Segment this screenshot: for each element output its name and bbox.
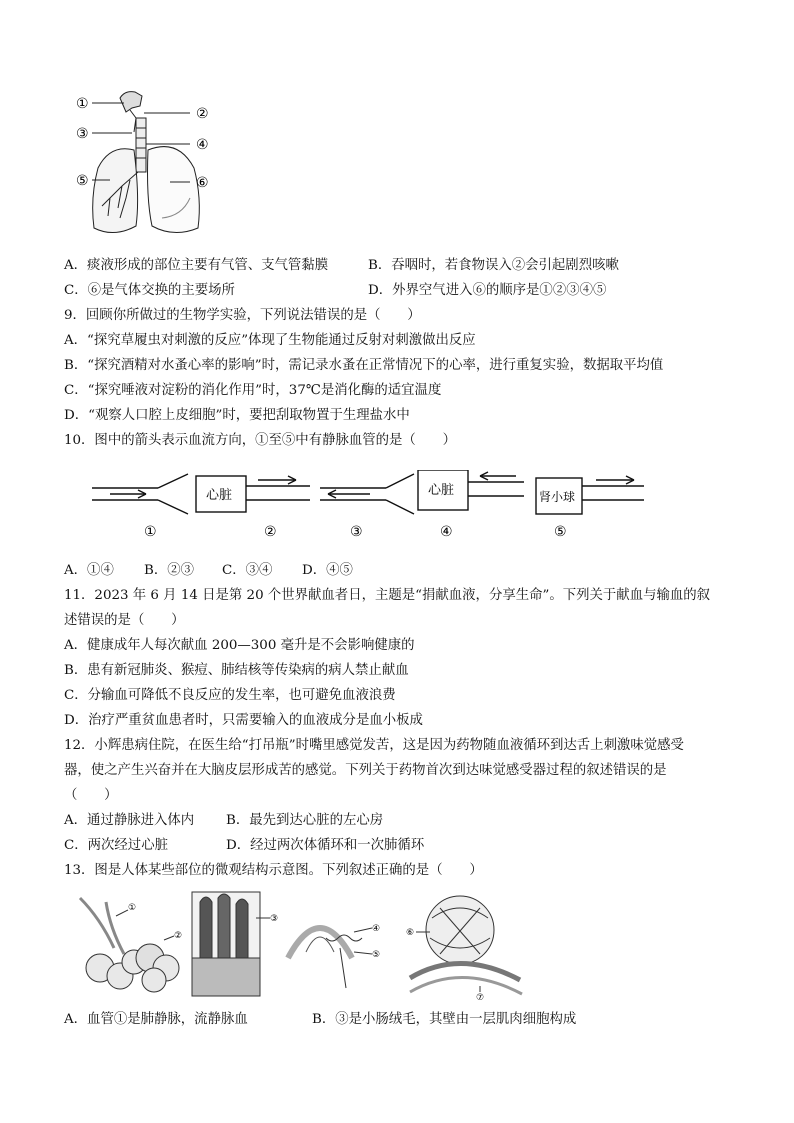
fig13-label-5: ⑤ xyxy=(372,950,381,960)
fig-label-6: ⑥ xyxy=(196,175,209,191)
q11-stem-line1: 11．2023 年 6 月 14 日是第 20 个世界献血者日，主题是“捐献血液，分享生命”。下列关于献血与输血的叙 xyxy=(64,588,711,603)
fig-label-1: ① xyxy=(76,96,89,112)
microstructure-figure xyxy=(70,888,540,1000)
fig13-label-2: ② xyxy=(174,931,183,941)
q11-option-b: B．患有新冠肺炎、猴痘、肺结核等传染病的病人禁止献血 xyxy=(64,663,409,678)
q11-stem-line2: 述错误的是（ ） xyxy=(64,613,185,628)
fig13-label-3: ③ xyxy=(270,914,279,924)
q11-option-d: D．治疗严重贫血患者时，只需要输入的血液成分是血小板成 xyxy=(64,713,423,728)
q12-option-c: C．两次经过心脏 xyxy=(64,838,168,853)
heart-box-label-1: 心脏 xyxy=(206,488,233,503)
q8-option-b: B．吞咽时，若食物误入②会引起剧烈咳嗽 xyxy=(368,258,619,273)
vessel-num-3: ③ xyxy=(350,524,363,540)
q12-option-a: A．通过静脉进入体内 xyxy=(64,813,195,828)
heart-box-label-2: 心脏 xyxy=(428,483,455,498)
q13-stem: 13．图是人体某些部位的微观结构示意图。下列叙述正确的是（ ） xyxy=(64,863,483,878)
fig13-label-1: ① xyxy=(128,903,137,913)
q12-stem-line1: 12．小辉患病住院，在医生给“打吊瓶”时嘴里感觉发苦，这是因为药物随血液循环到达舌上刺激味觉感受 xyxy=(64,738,684,753)
q12-stem-line2: 器，使之产生兴奋并在大脑皮层形成苦的感觉。下列关于药物首次到达味觉感受器过程的叙述错误的是 xyxy=(64,763,667,778)
fig-label-5: ⑤ xyxy=(76,173,89,189)
q10-option-d: D．④⑤ xyxy=(302,563,353,578)
q10-option-a: A．①④ xyxy=(64,563,114,578)
q13-option-a: A．血管①是肺静脉，流静脉血 xyxy=(64,1012,248,1027)
q12-stem-line3: （ ） xyxy=(64,788,118,803)
q9-option-b: B．“探究酒精对水蚤心率的影响”时，需记录水蚤在正常情况下的心率，进行重复实验，数据取平均值 xyxy=(64,358,664,373)
q10-option-c: C．③④ xyxy=(222,563,273,578)
vessel-num-4: ④ xyxy=(440,524,453,540)
vessel-num-5: ⑤ xyxy=(554,524,567,540)
respiratory-system-figure xyxy=(70,88,230,244)
q12-option-b: B．最先到达心脏的左心房 xyxy=(226,813,384,828)
q9-option-d: D．“观察人口腔上皮细胞”时，要把刮取物置于生理盐水中 xyxy=(64,408,410,423)
fig-label-4: ④ xyxy=(196,137,209,153)
q13-option-b: B．③是小肠绒毛，其壁由一层肌肉细胞构成 xyxy=(312,1012,577,1027)
q10-option-b: B．②③ xyxy=(144,563,195,578)
q8-option-c: C．⑥是气体交换的主要场所 xyxy=(64,283,235,298)
fig-label-2: ② xyxy=(196,106,209,122)
fig13-label-4: ④ xyxy=(372,924,381,934)
q11-option-c: C．分输血可降低不良反应的发生率，也可避免血液浪费 xyxy=(64,688,396,703)
fig13-label-6: ⑥ xyxy=(406,928,415,938)
vessel-num-1: ① xyxy=(144,524,157,540)
blood-vessel-figure xyxy=(88,470,648,542)
q11-option-a: A．健康成年人每次献血 200—300 毫升是不会影响健康的 xyxy=(64,638,415,653)
q9-option-c: C．“探究唾液对淀粉的消化作用”时，37℃是消化酶的适宜温度 xyxy=(64,383,442,398)
q9-option-a: A．“探究草履虫对刺激的反应”体现了生物能通过反射对刺激做出反应 xyxy=(64,333,476,348)
fig13-label-7: ⑦ xyxy=(476,993,485,1000)
fig-label-3: ③ xyxy=(76,126,89,142)
q8-option-d: D．外界空气进入⑥的顺序是①②③④⑤ xyxy=(368,283,607,298)
vessel-num-2: ② xyxy=(264,524,277,540)
q9-stem: 9．回顾你所做过的生物学实验，下列说法错误的是（ ） xyxy=(64,308,421,323)
glomerulus-box-label: 肾小球 xyxy=(539,490,576,504)
q10-stem: 10．图中的箭头表示血流方向，①至⑤中有静脉血管的是（ ） xyxy=(64,433,456,448)
q12-option-d: D．经过两次体循环和一次肺循环 xyxy=(226,838,425,853)
q8-option-a: A．痰液形成的部位主要有气管、支气管黏膜 xyxy=(64,258,329,273)
